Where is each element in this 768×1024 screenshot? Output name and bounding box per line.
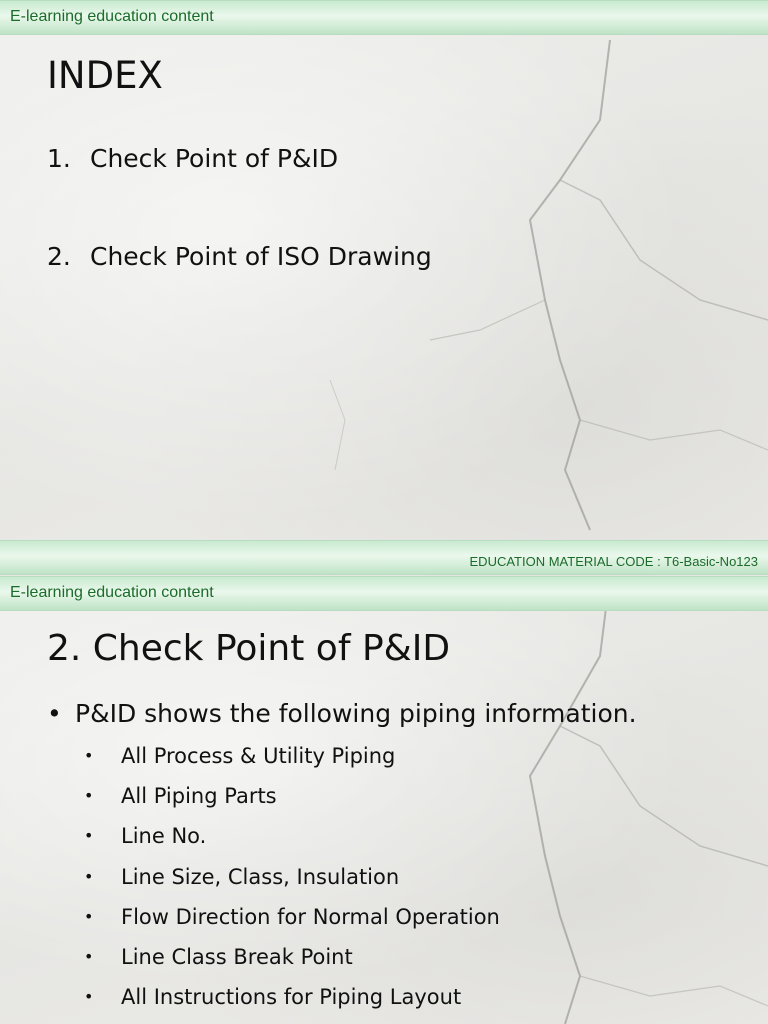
header-band [0, 0, 768, 35]
footer-band [0, 540, 768, 575]
list-item [84, 784, 500, 824]
index-item [47, 144, 432, 242]
list-item-text: Flow Direction for Normal Operation [121, 904, 500, 929]
bullet-glyph: • [47, 699, 62, 728]
header-label: E-learning education content [10, 8, 214, 25]
bullet-glyph: • [84, 746, 94, 765]
list-item [84, 985, 500, 1024]
item-text: Check Point of ISO Drawing [90, 242, 432, 271]
list-item [84, 824, 500, 864]
index-list [47, 144, 432, 340]
list-item-text: Line Size, Class, Insulation [121, 864, 400, 889]
list-item [84, 905, 500, 945]
main-bullet [47, 699, 637, 728]
slide-title: INDEX [47, 54, 163, 97]
list-item [84, 865, 500, 905]
bullet-text: P&ID shows the following piping information. [75, 699, 637, 728]
list-item-text: All Piping Parts [121, 784, 277, 809]
item-number: 1. [47, 144, 71, 173]
slide-pid-check [0, 576, 768, 1024]
bullet-glyph: • [84, 906, 94, 926]
item-number: 2. [47, 242, 71, 271]
footer-label: EDUCATION MATERIAL CODE : T6-Basic-No123 [469, 554, 758, 569]
list-item [84, 945, 500, 985]
header-label: E-learning education content [10, 584, 214, 601]
bullet-glyph: • [84, 987, 94, 1007]
sub-bullet-list [84, 744, 500, 1024]
bullet-glyph: • [84, 866, 94, 886]
list-item [84, 744, 500, 784]
bullet-glyph: • [84, 946, 94, 966]
list-item-text: All Instructions for Piping Layout [121, 985, 462, 1010]
index-item [47, 242, 432, 340]
item-text: Check Point of P&ID [90, 144, 339, 173]
list-item-text: All Process & Utility Piping [121, 744, 396, 768]
bullet-glyph: • [84, 826, 94, 846]
header-band [0, 576, 768, 611]
list-item-text: Line Class Break Point [121, 944, 353, 969]
slide-title: 2. Check Point of P&ID [47, 628, 451, 669]
bullet-glyph: • [84, 786, 94, 806]
list-item-text: Line No. [121, 824, 207, 849]
